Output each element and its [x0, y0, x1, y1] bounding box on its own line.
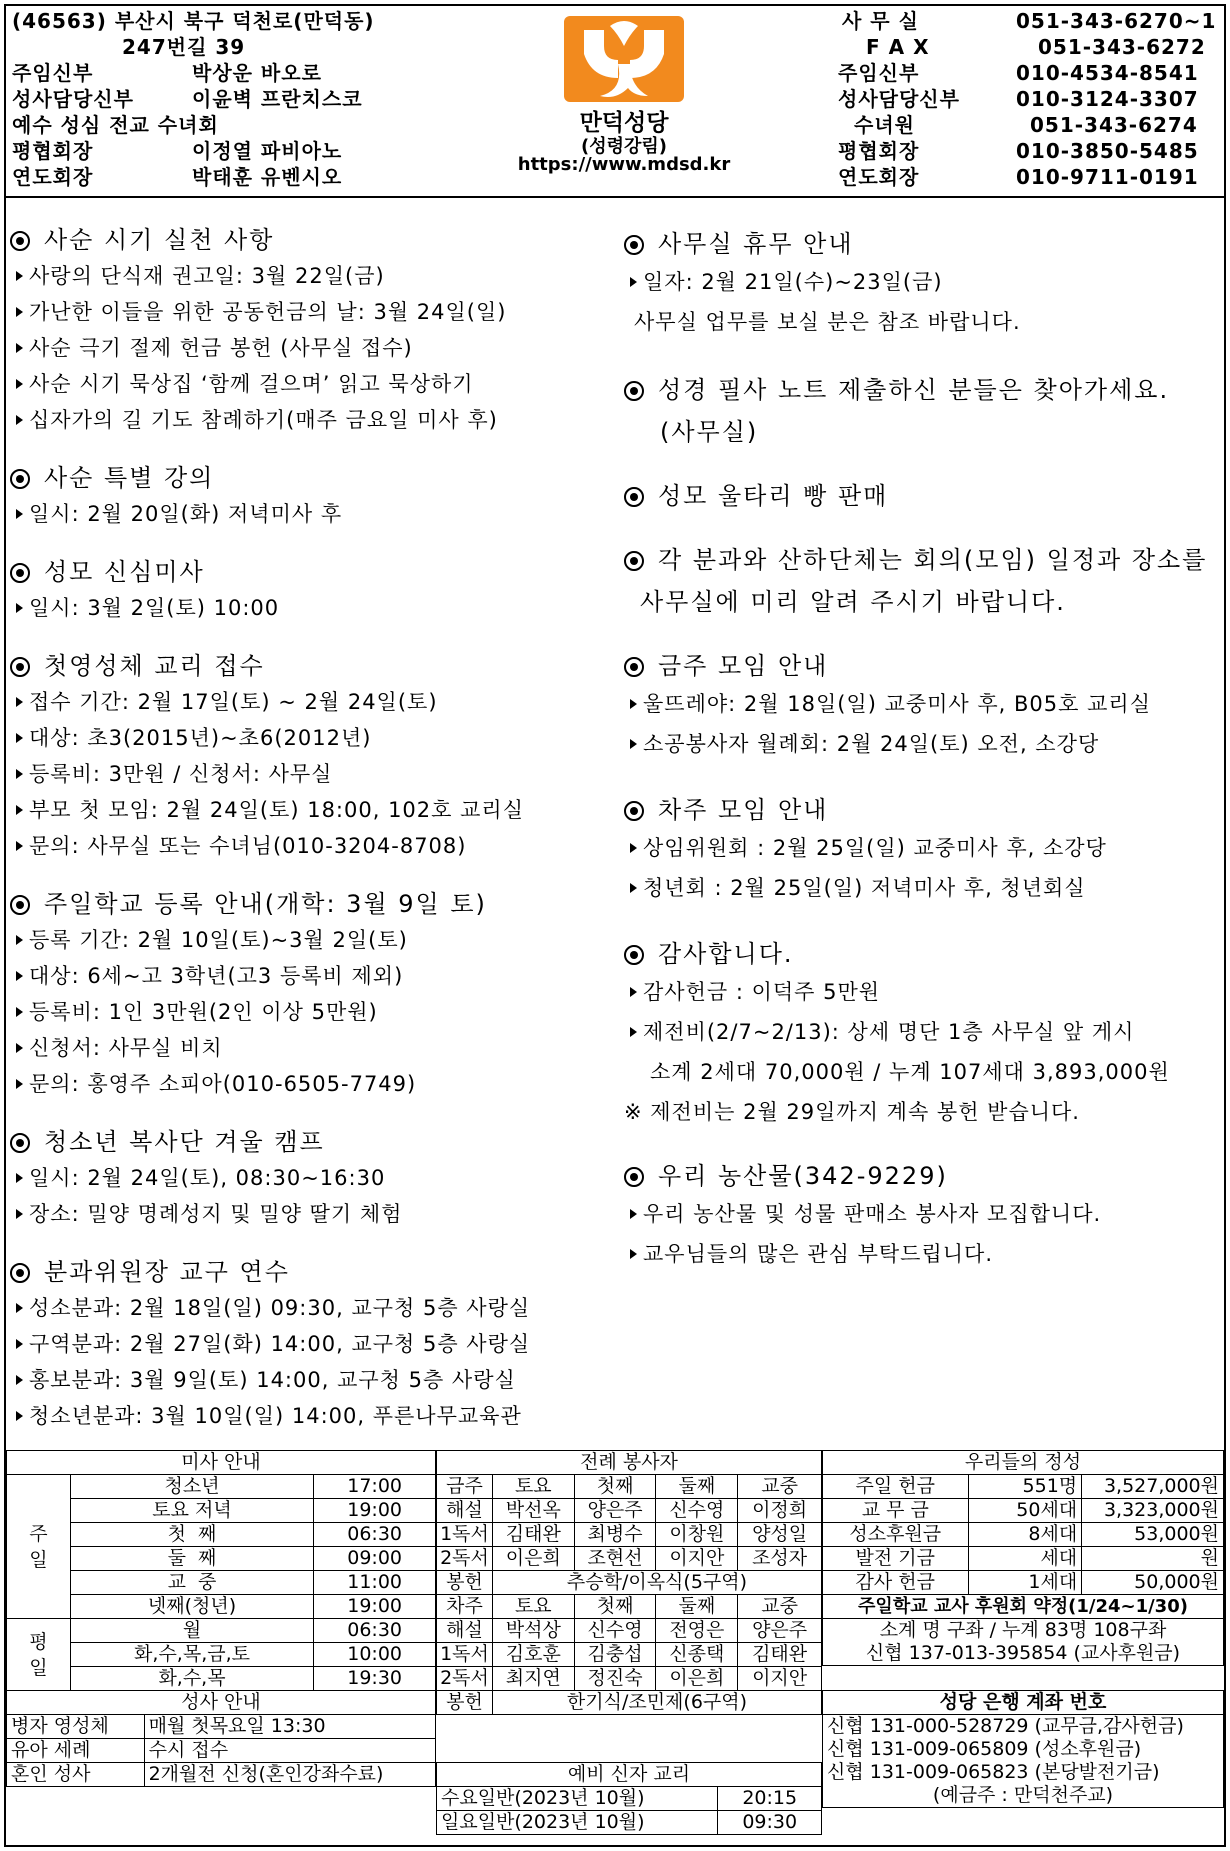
table-row: 해설 박석상 신수영 전영은 양은주	[437, 1619, 822, 1643]
table-row: 첫 째 06:30	[7, 1523, 436, 1547]
list-item: 사순 극기 절제 헌금 봉헌 (사무실 접수)	[16, 332, 413, 362]
table-row: 2독서 최지연 정진숙 이은희 이지안	[437, 1667, 822, 1691]
table-row: 교 무 금 50세대 3,323,000원	[823, 1499, 1224, 1523]
section-title-group-schedule-cont: 사무실에 미리 알려 주시기 바랍니다.	[640, 588, 1066, 616]
table-row: 교 중 11:00	[7, 1571, 436, 1595]
list-item: 문의: 홍영주 소피아(010-6505-7749)	[16, 1068, 416, 1098]
list-item: 구역분과: 2월 27일(화) 14:00, 교구청 5층 사랑실	[16, 1328, 530, 1358]
section-title-office-closed: 사무실 휴무 안내	[624, 224, 854, 259]
list-item: 우리 농산물 및 성물 판매소 봉사자 모집합니다.	[630, 1198, 1101, 1228]
table-row: 발전 기금 세대 원	[823, 1547, 1224, 1571]
liturgy-table-title: 전례 봉사자	[437, 1451, 822, 1475]
table-row: 유아 세례 수시 접수	[7, 1739, 436, 1763]
contact-label-2: 주임신부	[838, 61, 920, 85]
table-row: 평 일 월 06:30	[7, 1619, 436, 1643]
table-row: 주일 헌금 551명 3,527,000원	[823, 1475, 1224, 1499]
list-item: 십자가의 길 기도 참례하기(매주 금요일 미사 후)	[16, 404, 498, 434]
staff-role-1: 성사담당신부	[12, 87, 134, 111]
circle-bullet-icon	[624, 657, 644, 677]
section-title-lent-lecture: 사순 특별 강의	[10, 458, 214, 493]
contact-label-0: 사 무 실	[842, 9, 919, 33]
address-line-1: (46563) 부산시 북구 덕천로(만덕동)	[12, 9, 375, 33]
notice-text: ※ 제전비는 2월 29일까지 계속 봉헌 받습니다.	[624, 1100, 1080, 1124]
circle-bullet-icon	[624, 381, 644, 401]
circle-bullet-icon	[624, 945, 644, 965]
table-row: 병자 영성체 매월 첫목요일 13:30	[7, 1715, 436, 1739]
list-item: 등록비: 1인 3만원(2인 이상 5만원)	[16, 996, 378, 1026]
staff-role-3: 평협회장	[12, 139, 94, 163]
contact-label-6: 연도회장	[838, 165, 920, 189]
list-item: 신청서: 사무실 비치	[16, 1032, 223, 1062]
table-row: 넷째(청년) 19:00	[7, 1595, 436, 1619]
list-item: 사순 시기 묵상집 ‘함께 걸으며’ 읽고 묵상하기	[16, 368, 474, 398]
list-item: 부모 첫 모임: 2월 24일(토) 18:00, 102호 교리실	[16, 794, 524, 824]
table-row: 1독서 김태완 최병수 이창원 양성일	[437, 1523, 822, 1547]
list-item: 접수 기간: 2월 17일(토) ~ 2월 24일(토)	[16, 686, 438, 716]
table-header-row: 차주 토요 첫째 둘째 교중	[437, 1595, 822, 1619]
list-item: 일시: 3월 2일(토) 10:00	[16, 592, 279, 622]
section-title-sunday-school: 주일학교 등록 안내(개학: 3월 9일 토)	[10, 884, 487, 919]
table-header-row: 금주 토요 첫째 둘째 교중	[437, 1475, 822, 1499]
liturgy-ministers-table	[436, 1450, 822, 1715]
bulletin-header	[6, 6, 1224, 198]
circle-bullet-icon	[10, 231, 30, 251]
school-pledge-account: 신협 137-013-395854 (교사후원금)	[823, 1642, 1224, 1666]
list-item: 일자: 2월 21일(수)~23일(금)	[630, 266, 943, 296]
circle-bullet-icon	[10, 657, 30, 677]
staff-name-4: 박태훈 유벤시오	[192, 165, 343, 189]
table-row: 해설 박선옥 양은주 신수영 이정희	[437, 1499, 822, 1523]
school-pledge-title: 주일학교 교사 후원회 약정(1/24~1/30)	[823, 1595, 1224, 1619]
school-pledge-totals: 소계 명 구좌 / 누계 83명 108구좌	[823, 1619, 1224, 1643]
bank-account-row: 신협 131-009-065823 (본당발전기금)	[823, 1761, 1224, 1784]
table-row: 수요일반(2023년 10월) 20:15	[437, 1787, 822, 1811]
section-title-next-week: 차주 모임 안내	[624, 790, 828, 825]
list-item: 청년회 : 2월 25일(일) 저녁미사 후, 청년회실	[630, 872, 1086, 902]
staff-role-2: 예수 성심 전교 수녀회	[12, 113, 219, 137]
circle-bullet-icon	[624, 235, 644, 255]
table-row: 봉헌 한기식/조민제(6구역)	[437, 1691, 822, 1715]
weekday-label: 평 일	[7, 1619, 71, 1691]
section-title-marian-mass: 성모 신심미사	[10, 552, 205, 587]
table-row: 1독서 김호훈 김충섭 신종택 김태완	[437, 1643, 822, 1667]
circle-bullet-icon	[10, 1133, 30, 1153]
list-item: 장소: 밀양 명례성지 및 밀양 딸기 체험	[16, 1198, 402, 1228]
offering-table	[822, 1450, 1224, 1666]
contact-label-3: 성사담당신부	[838, 87, 960, 111]
parish-url[interactable]: https://www.mdsd.kr	[517, 154, 731, 175]
parish-name: 만덕성당	[579, 110, 669, 136]
section-title-bread-sale: 성모 울타리 빵 판매	[624, 476, 888, 511]
staff-role-4: 연도회장	[12, 165, 94, 189]
list-item: 등록 기간: 2월 10일(토)~3월 2일(토)	[16, 924, 408, 954]
list-item: 대상: 초3(2015년)~초6(2012년)	[16, 722, 371, 752]
list-item: 소공봉사자 월례회: 2월 24일(토) 오전, 소강당	[630, 728, 1099, 758]
section-title-bible-notes: 성경 필사 노트 제출하신 분들은 찾아가세요.	[624, 370, 1169, 405]
circle-bullet-icon	[10, 1263, 30, 1283]
bank-accounts-table	[822, 1690, 1224, 1808]
table-row: 성소후원금 8세대 53,000원	[823, 1523, 1224, 1547]
list-item: 일시: 2월 20일(화) 저녁미사 후	[16, 498, 342, 528]
list-item: 교우님들의 많은 관심 부탁드립니다.	[630, 1238, 993, 1268]
table-row: 주 일 청소년 17:00	[7, 1475, 436, 1499]
table-row: 화,수,목 19:30	[7, 1667, 436, 1691]
table-row: 화,수,목,금,토 10:00	[7, 1643, 436, 1667]
contact-value-2: 010-4534-8541	[1016, 61, 1199, 85]
contact-value-3: 010-3124-3307	[1016, 87, 1199, 111]
table-row: 2독서 이은희 조현선 이지안 조성자	[437, 1547, 822, 1571]
circle-bullet-icon	[10, 563, 30, 583]
circle-bullet-icon	[624, 487, 644, 507]
circle-bullet-icon	[624, 1167, 644, 1187]
bank-account-row: 신협 131-000-528729 (교무금,감사헌금)	[823, 1715, 1224, 1739]
section-title-committee-training: 분과위원장 교구 연수	[10, 1252, 290, 1287]
table-row: 혼인 성사 2개월전 신청(혼인강좌수료)	[7, 1763, 436, 1787]
catechumen-table	[436, 1762, 822, 1835]
contact-value-1: 051-343-6272	[1038, 35, 1206, 59]
circle-bullet-icon	[624, 801, 644, 821]
parish-logo	[564, 16, 684, 102]
table-row: 감사 헌금 1세대 50,000원	[823, 1571, 1224, 1595]
bulletin-page	[4, 4, 1226, 1847]
list-item: 일시: 2월 24일(토), 08:30~16:30	[16, 1162, 385, 1192]
staff-role-0: 주임신부	[12, 61, 94, 85]
contact-label-5: 평협회장	[838, 139, 920, 163]
table-row: 봉헌 추승학/이옥식(5구역)	[437, 1571, 822, 1595]
list-item: 상임위원회 : 2월 25일(일) 교중미사 후, 소강당	[630, 832, 1107, 862]
section-title-lent-practice: 사순 시기 실천 사항	[10, 220, 274, 255]
list-item: 울뜨레야: 2월 18일(일) 교중미사 후, B05호 교리실	[630, 688, 1151, 718]
list-item: 제전비(2/7~2/13): 상세 명단 1층 사무실 앞 게시	[630, 1016, 1134, 1046]
contact-value-4: 051-343-6274	[1030, 113, 1198, 137]
staff-name-3: 이정열 파비아노	[192, 139, 343, 163]
circle-bullet-icon	[10, 895, 30, 915]
list-item: 감사헌금 : 이덕주 5만원	[630, 976, 880, 1006]
bank-account-row: 신협 131-009-065809 (성소후원금)	[823, 1738, 1224, 1761]
section-title-thanks: 감사합니다.	[624, 934, 794, 969]
staff-name-1: 이윤벽 프란치스코	[192, 87, 363, 111]
mass-table-title: 미사 안내	[7, 1451, 436, 1475]
parish-subtitle: (성령강림)	[580, 136, 667, 157]
totals-text: 소계 2세대 70,000원 / 누계 107세대 3,893,000원	[650, 1060, 1170, 1084]
sunday-label: 주 일	[7, 1475, 71, 1619]
offering-table-title: 우리들의 정성	[823, 1451, 1224, 1475]
table-row: 토요 저녁 19:00	[7, 1499, 436, 1523]
list-item: 홍보분과: 3월 9일(토) 14:00, 교구청 5층 사랑실	[16, 1364, 516, 1394]
sacrament-table	[6, 1690, 436, 1787]
address-line-2: 247번길 39	[122, 35, 246, 59]
section-title-group-schedule: 각 분과와 산하단체는 회의(모임) 일정과 장소를	[624, 540, 1207, 575]
list-item: 가난한 이들을 위한 공동헌금의 날: 3월 24일(일)	[16, 296, 506, 326]
section-title-bible-notes-cont: (사무실)	[660, 418, 759, 446]
bank-table-title: 성당 은행 계좌 번호	[823, 1691, 1224, 1715]
table-row: 일요일반(2023년 10월) 09:30	[437, 1811, 822, 1835]
section-title-local-produce: 우리 농산물(342-9229)	[624, 1156, 948, 1191]
section-title-altar-servers-camp: 청소년 복사단 겨울 캠프	[10, 1122, 325, 1157]
contact-label-1: F A X	[866, 35, 930, 59]
mass-schedule-table	[6, 1450, 436, 1691]
list-item: 청소년분과: 3월 10일(일) 14:00, 푸른나무교육관	[16, 1400, 522, 1430]
contact-label-4: 수녀원	[854, 113, 915, 137]
catechumen-table-title: 예비 신자 교리	[437, 1763, 822, 1787]
table-row: 둘 째 09:00	[7, 1547, 436, 1571]
list-item: 문의: 사무실 또는 수녀님(010-3204-8708)	[16, 830, 466, 860]
circle-bullet-icon	[10, 469, 30, 489]
notice-text: 사무실 업무를 보실 분은 참조 바랍니다.	[634, 310, 1021, 334]
list-item: 등록비: 3만원 / 신청서: 사무실	[16, 758, 332, 788]
contact-value-6: 010-9711-0191	[1016, 165, 1199, 189]
circle-bullet-icon	[624, 551, 644, 571]
contact-value-0: 051-343-6270~1	[1016, 9, 1217, 33]
section-title-first-communion: 첫영성체 교리 접수	[10, 646, 265, 681]
account-holder: (예금주 : 만덕천주교)	[823, 1784, 1224, 1808]
contact-value-5: 010-3850-5485	[1016, 139, 1199, 163]
list-item: 사랑의 단식재 권고일: 3월 22일(금)	[16, 260, 385, 290]
list-item: 성소분과: 2월 18일(일) 09:30, 교구청 5층 사랑실	[16, 1292, 530, 1322]
list-item: 대상: 6세~고 3학년(고3 등록비 제외)	[16, 960, 403, 990]
staff-name-0: 박상운 바오로	[192, 61, 322, 85]
section-title-this-week: 금주 모임 안내	[624, 646, 828, 681]
sacrament-table-title: 성사 안내	[7, 1691, 436, 1715]
